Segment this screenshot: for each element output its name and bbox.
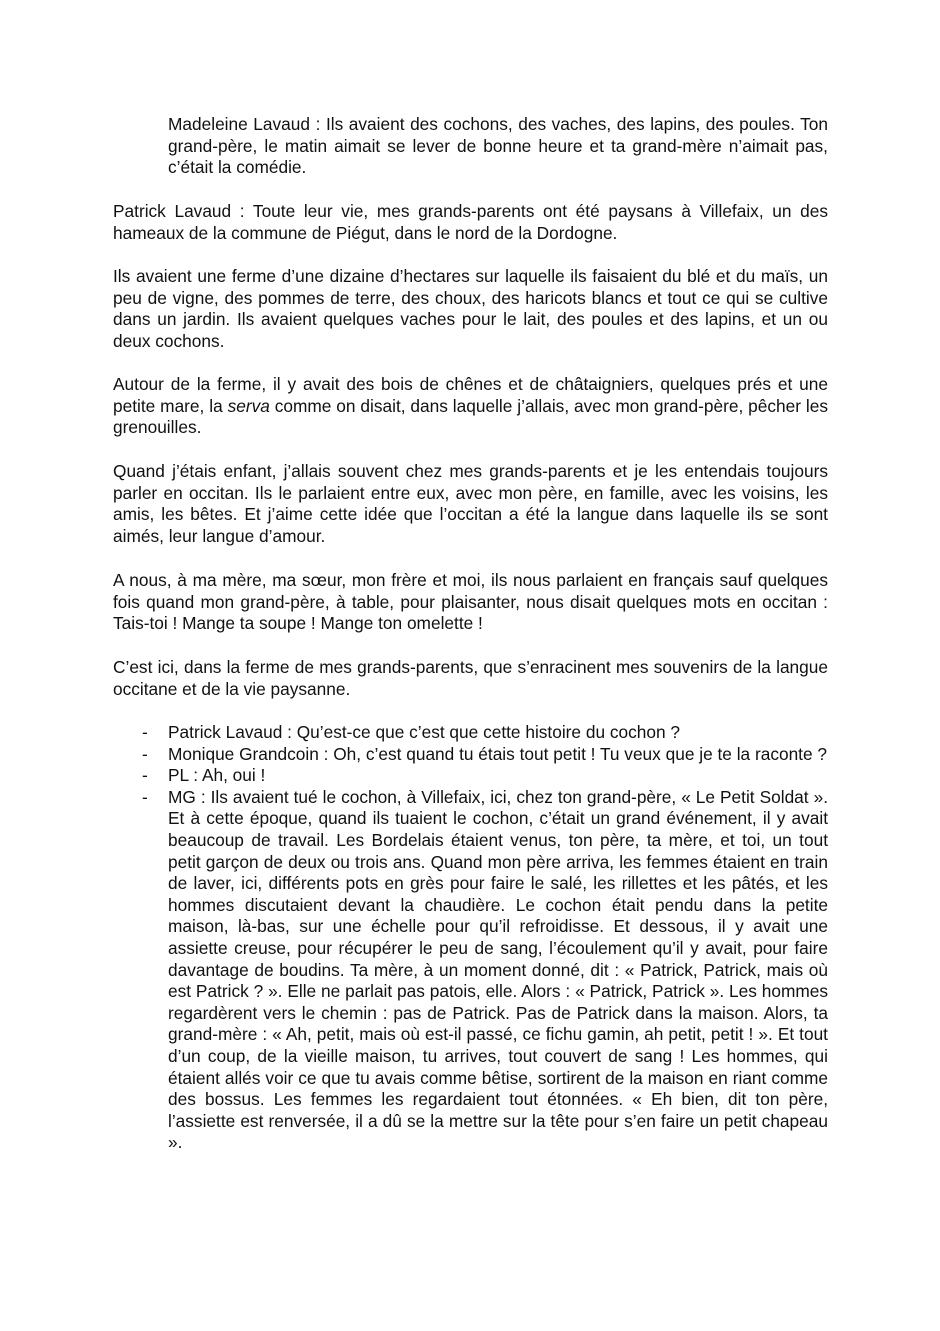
paragraph-3-start: Autour de la ferme, il y avait des bois de chênes et de châtaigniers, quelques prés et une petite mare, la [113,374,828,416]
dialogue-item [142,722,828,744]
paragraph-6: C’est ici, dans la ferme de mes grands-parents, que s’enracinent mes souvenirs de la langue occitane et de la vie paysanne. [113,657,828,699]
dash-bullet: - [142,765,148,786]
paragraph-2: Ils avaient une ferme d’une dizaine d’hectares sur laquelle ils faisaient du blé et du maïs, un peu de vigne, des pommes de terre, des choux, des haricots blancs et tout ce qui se cultive dans un jardin. Ils avaient quelques vaches pour le lait, des poules et des lapins, et un ou deux cochons. [113,266,828,351]
dash-bullet: - [142,722,148,742]
dialogue-item [142,786,828,1154]
paragraph-3-end: comme on disait, dans laquelle j’allais, avec mon grand-père, pêcher les grenouilles. [113,395,828,438]
paragraph-3 [113,374,828,439]
dialogue-list [142,722,828,1154]
paragraph-5: A nous, à ma mère, ma sœur, mon frère et moi, ils nous parlaient en français sauf quelques fois quand mon grand-père, à table, pour plaisanter, nous disait quelques mots en occitan : Tais-toi ! Mange ta soupe ! Mange ton omelette ! [113,570,828,634]
dash-bullet: - [142,786,148,807]
dialogue-text: Monique Grandcoin : Oh, c’est quand tu étais tout petit ! Tu veux que je te la raconte ? [168,743,828,764]
dash-bullet: - [142,743,148,764]
paragraph-4: Quand j’étais enfant, j’allais souvent chez mes grands-parents et je les entendais toujours parler en occitan. Ils le parlaient entre eux, avec mon père, en famille, avec les voisins, les amis, les bêtes. Et j’aime cette idée que l’occitan a été la langue dans laquelle ils se sont aimés, leur langue d’amour. [113,461,828,546]
paragraph-1: Patrick Lavaud : Toute leur vie, mes grands-parents ont été paysans à Villefaix, un des hameaux de la commune de Piégut, dans le nord de la Dordogne. [113,201,828,243]
intro-speaker: Madeleine Lavaud : [168,114,326,134]
dialogue-item [142,765,828,787]
dialogue-text: MG : Ils avaient tué le cochon, à Villefaix, ici, chez ton grand-père, « Le Petit Soldat ». Et à cette époque, quand ils tuaient le cochon, c’était un grand événement, il y avait beaucoup de travail. Les Bordelais étaient venus, ton père, ta mère, et toi, un tout petit garçon de deux ou trois ans. Quand mon père arriva, les femmes étaient en train de laver, ici, différents pots en grès pour faire le salé, les rillettes et les pâtés, et les hommes discutaient devant la chaudière. Le cochon était pendu dans la petite maison, là-bas, sur une échelle pour qu’il refroidisse. Et dessous, il y avait une assiette creuse, pour récupérer le peu de sang, l’écoulement qu’il y avait, pour faire davantage de boudins. Ta mère, à un moment donné, dit : « Patrick, Patrick, mais où est Patrick ? ». Elle ne parlait pas patois, elle. Alors : « Patrick, Patrick ». Les hommes regardèrent vers le chemin : pas de Patrick. Pas de Patrick dans la maison. Alors, ta grand-mère : « Ah, petit, mais où est-il passé, ce fichu gamin, ah petit, petit ! ». Et tout d’un coup, de la vieille maison, tu arrives, tout couvert de sang ! Les hommes, qui étaient allés voir ce que tu avais comme bêtise, sortirent de la maison en riant comme des bossus. Les femmes les regardaient tout étonnées. « Eh bien, dit ton père, l’assiette est renversée, il a dû se la mettre sur la tête pour s’en faire un petit chapeau ». [168,786,828,1153]
intro-quote [168,114,828,179]
serva-term: serva [227,395,270,416]
dialogue-text: PL : Ah, oui ! [168,765,266,786]
dialogue-text: Patrick Lavaud : Qu’est-ce que c’est que cette histoire du cochon ? [168,722,681,742]
dialogue-item [142,743,828,766]
intro-text: Ils avaient des cochons, des vaches, des lapins, des poules. Ton grand-père, le matin aimait se lever de bonne heure et ta grand-mère n’aimait pas, c’était la comédie. [168,114,828,178]
